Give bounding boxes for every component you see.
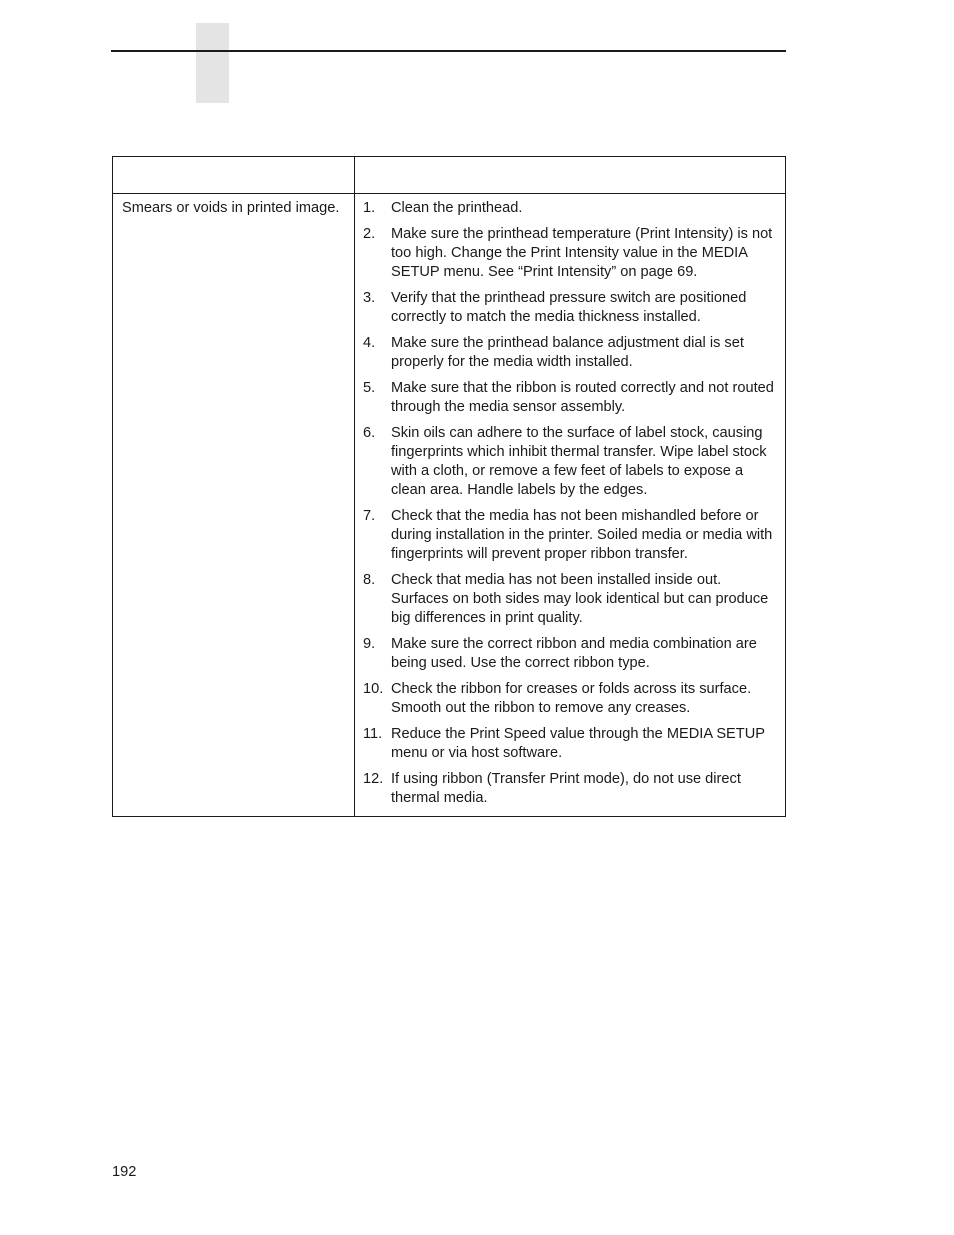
solution-steps xyxy=(363,199,775,808)
step-text: Make sure that the ribbon is routed correctly and not routed through the media sensor assembly. xyxy=(391,380,774,416)
solution-step xyxy=(363,571,775,627)
step-number: 11. xyxy=(363,726,383,743)
step-text: Make sure the printhead balance adjustment dial is set properly for the media width installed. xyxy=(391,335,744,371)
step-number: 5. xyxy=(363,380,376,397)
step-text: Clean the printhead. xyxy=(391,200,523,216)
solution-step xyxy=(363,507,775,563)
page-number: 192 xyxy=(112,1164,137,1180)
step-number: 10. xyxy=(363,681,384,698)
step-text: Check that media has not been installed inside out. Surfaces on both sides may look identical but can produce big differences in print quality. xyxy=(391,572,769,626)
solution-step xyxy=(363,424,775,499)
symptom-cell: Smears or voids in printed image. xyxy=(113,194,355,817)
solution-header xyxy=(355,157,786,194)
solution-step xyxy=(363,379,775,417)
chapter-tab xyxy=(196,23,229,103)
step-number: 2. xyxy=(363,226,376,243)
step-number: 9. xyxy=(363,635,376,652)
table-row xyxy=(113,194,786,817)
step-text: Make sure the correct ribbon and media combination are being used. Use the correct ribbon type. xyxy=(391,635,757,671)
step-number: 7. xyxy=(363,508,376,525)
solution-step xyxy=(363,725,775,763)
solution-cell xyxy=(355,194,786,817)
table-header-row xyxy=(113,157,786,194)
step-text: Make sure the printhead temperature (Print Intensity) is not too high. Change the Print Intensity value in the MEDIA SETUP menu. See “Print Intensity” on page 69. xyxy=(391,226,773,280)
solution-step xyxy=(363,635,775,673)
step-text: Check that the media has not been mishandled before or during installation in the printer. Soiled media or media with fingerprints will prevent proper ribbon transfer. xyxy=(391,508,773,562)
step-number: 3. xyxy=(363,290,376,307)
solution-step xyxy=(363,680,775,718)
step-text: Verify that the printhead pressure switch are positioned correctly to match the media thickness installed. xyxy=(391,290,747,325)
step-number: 1. xyxy=(363,200,376,216)
step-text: Check the ribbon for creases or folds across its surface. Smooth out the ribbon to remove any creases. xyxy=(391,681,752,716)
step-text: Reduce the Print Speed value through the MEDIA SETUP menu or via host software. xyxy=(391,726,765,761)
troubleshooting-table xyxy=(112,156,786,817)
solution-step xyxy=(363,225,775,281)
step-number: 8. xyxy=(363,572,376,589)
solution-step xyxy=(363,289,775,327)
solution-step xyxy=(363,770,775,808)
step-text: If using ribbon (Transfer Print mode), do not use direct thermal media. xyxy=(391,771,741,807)
solution-step xyxy=(363,199,775,218)
symptom-header xyxy=(113,157,355,194)
step-number: 4. xyxy=(363,335,376,352)
solution-step xyxy=(363,334,775,372)
step-number: 12. xyxy=(363,771,384,788)
step-text: Skin oils can adhere to the surface of label stock, causing fingerprints which inhibit thermal transfer. Wipe label stock with a cloth, or remove a few feet of labels to expose a clean area. Handle labels by the edges. xyxy=(391,425,767,498)
step-number: 6. xyxy=(363,425,376,442)
header-rule xyxy=(111,50,786,52)
